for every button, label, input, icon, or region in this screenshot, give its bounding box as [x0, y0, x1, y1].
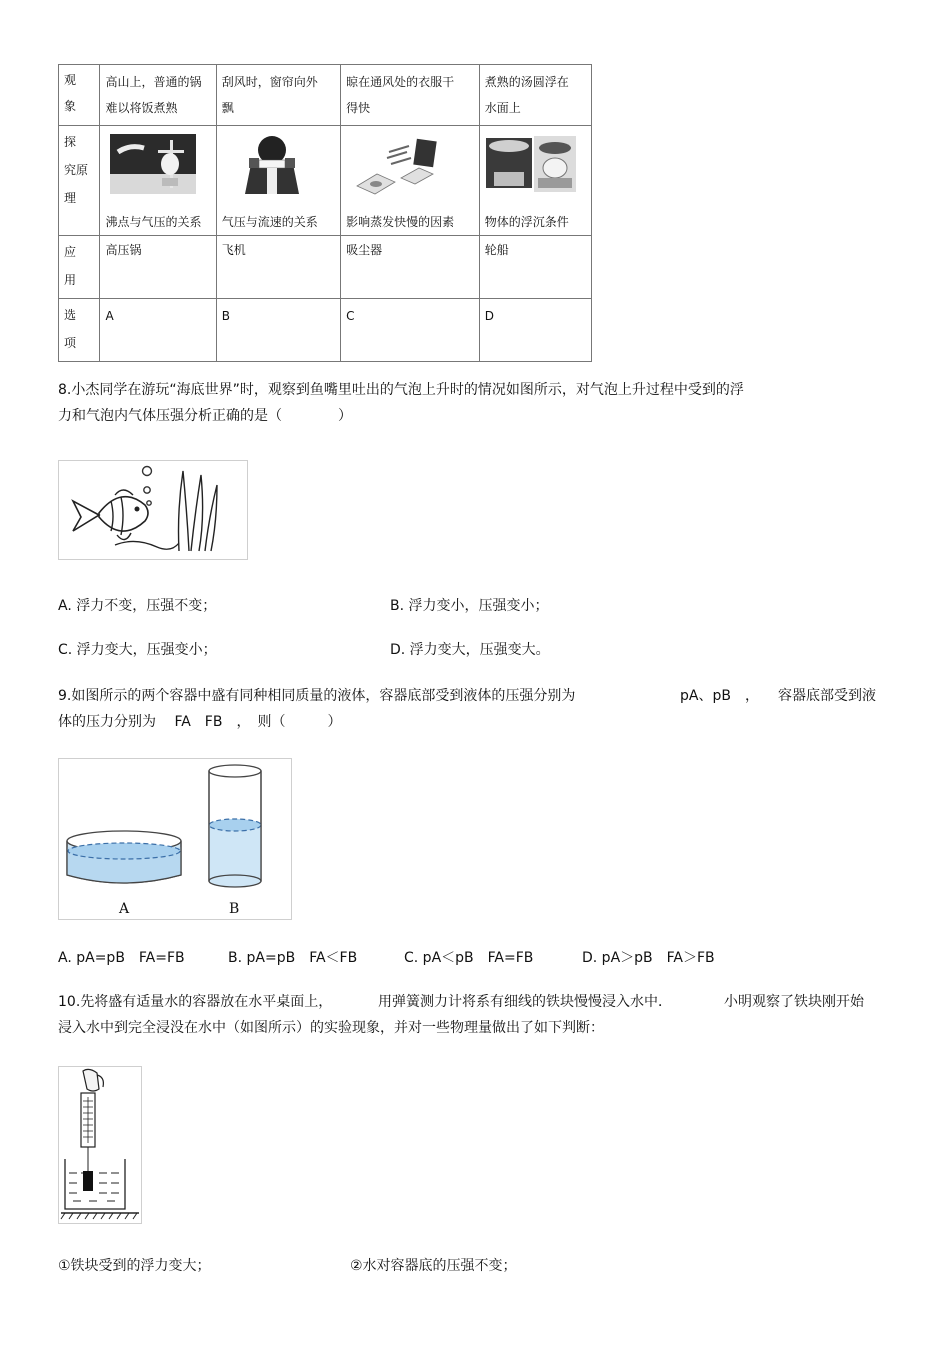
floating-experiment-photo [482, 132, 578, 196]
question-10-judgement-2: ②水对容器底的压强不变； [350, 1258, 517, 1274]
row-header [59, 236, 100, 299]
containers-drawing [59, 759, 291, 919]
question-9-option-b[interactable]: B. pA=pB FA＜FB [228, 950, 358, 966]
table-cell [100, 126, 216, 236]
option-cell: A [100, 299, 216, 362]
row-header-text: 理 [64, 191, 77, 205]
question-9-stem-line1b: pA、pB ， [680, 688, 759, 704]
question-8-stem-line2: 力和气泡内气体压强分析正确的是（ ） [58, 408, 352, 424]
spring-scale-figure [58, 1066, 142, 1224]
table-cell [341, 126, 480, 236]
question-9-option-a[interactable]: A. pA=pB FA=FB [58, 950, 185, 966]
question-10-stem-line1a: 10.先将盛有适量水的容器放在水平桌面上， [58, 994, 333, 1010]
row-header-text [64, 73, 76, 113]
table-cell [100, 65, 216, 126]
row-header-text: 象 [64, 99, 77, 113]
question-8-stem-line1: 8.小杰同学在游玩“海底世界”时，观察到鱼嘴里吐出的气泡上升时的情况如图所示，对气泡上升过程中受到的浮 [58, 382, 744, 398]
question-9-stem-line2: 体的压力分别为 FA FB ， 则（ ） [58, 714, 342, 730]
fish-bubbles-figure [58, 460, 248, 560]
row-header [59, 299, 100, 362]
row-header-text: 观 [64, 73, 77, 87]
table-row [59, 65, 592, 126]
evaporation-experiment-photo [349, 134, 441, 196]
option-cell: D [479, 299, 591, 362]
question-10-judgement-1: ①铁块受到的浮力变大； [58, 1258, 211, 1274]
comparison-table [58, 64, 592, 362]
table-row [59, 299, 592, 362]
question-10-stem-line1c: 小明观察了铁块刚开始 [724, 994, 864, 1010]
table-cell [341, 65, 480, 126]
phenomenon-text: 得快 [346, 101, 371, 115]
phenomenon-text: 煮熟的汤圆浮在 [484, 75, 569, 89]
table-cell [216, 126, 340, 236]
table-cell: 吸尘器 [341, 236, 480, 299]
phenomenon-text: 晾在通风处的衣服干 [346, 75, 455, 89]
container-label-b: B [229, 901, 240, 917]
question-8-option-a[interactable]: A. 浮力不变，压强不变； [58, 598, 217, 614]
table-row [59, 126, 592, 236]
question-8-option-b[interactable]: B. 浮力变小，压强变小； [390, 598, 549, 614]
photo-caption: 沸点与气压的关系 [105, 215, 202, 229]
table-cell [216, 65, 340, 126]
row-header-text: 探 [64, 135, 77, 149]
question-10-stem-line2: 浸入水中到完全浸没在水中（如图所示）的实验现象，并对一些物理量做出了如下判断： [58, 1020, 604, 1036]
phenomenon-text: 水面上 [484, 101, 521, 115]
table-cell [479, 126, 591, 236]
container-label-a: A [119, 901, 130, 917]
question-9-option-c[interactable]: C. pA＜pB FA=FB [404, 950, 534, 966]
question-8-option-c[interactable]: C. 浮力变大，压强变小； [58, 642, 217, 658]
option-cell: C [341, 299, 480, 362]
row-header-text: 应 [64, 245, 77, 259]
table-row [59, 236, 592, 299]
photo-caption: 影响蒸发快慢的因素 [346, 215, 455, 229]
row-header [59, 65, 100, 126]
row-header-text: 项 [64, 336, 77, 350]
table-cell [479, 65, 591, 126]
photo-caption: 物体的浮沉条件 [484, 215, 569, 229]
question-9-stem-line1a: 9.如图所示的两个容器中盛有同种相同质量的液体，容器底部受到液体的压强分别为 [58, 688, 576, 704]
option-cell: B [216, 299, 340, 362]
row-header-text: 究原 [64, 163, 89, 177]
table-cell: 高压锅 [100, 236, 216, 299]
phenomenon-text: 飘 [221, 101, 234, 115]
table-cell: 飞机 [216, 236, 340, 299]
question-9-stem-line1c: 容器底部受到液 [778, 688, 876, 704]
airflow-experiment-photo [227, 134, 317, 194]
row-header [59, 126, 100, 236]
table-cell: 轮船 [479, 236, 591, 299]
phenomenon-text: 高山上，普通的锅 [105, 75, 202, 89]
question-9-option-d[interactable]: D. pA＞pB FA＞FB [582, 950, 715, 966]
phenomenon-text: 难以将饭煮熟 [105, 101, 178, 115]
question-10-stem-line1b: 用弹簧测力计将系有细线的铁块慢慢浸入水中． [378, 994, 672, 1010]
photo-caption: 气压与流速的关系 [221, 215, 318, 229]
question-8-option-d[interactable]: D. 浮力变大，压强变大。 [390, 642, 550, 658]
phenomenon-text: 刮风时，窗帘向外 [221, 75, 318, 89]
row-header-text: 选 [64, 308, 77, 322]
containers-figure [58, 758, 292, 920]
row-header-text: 用 [64, 273, 77, 287]
boiling-experiment-photo [110, 134, 196, 194]
